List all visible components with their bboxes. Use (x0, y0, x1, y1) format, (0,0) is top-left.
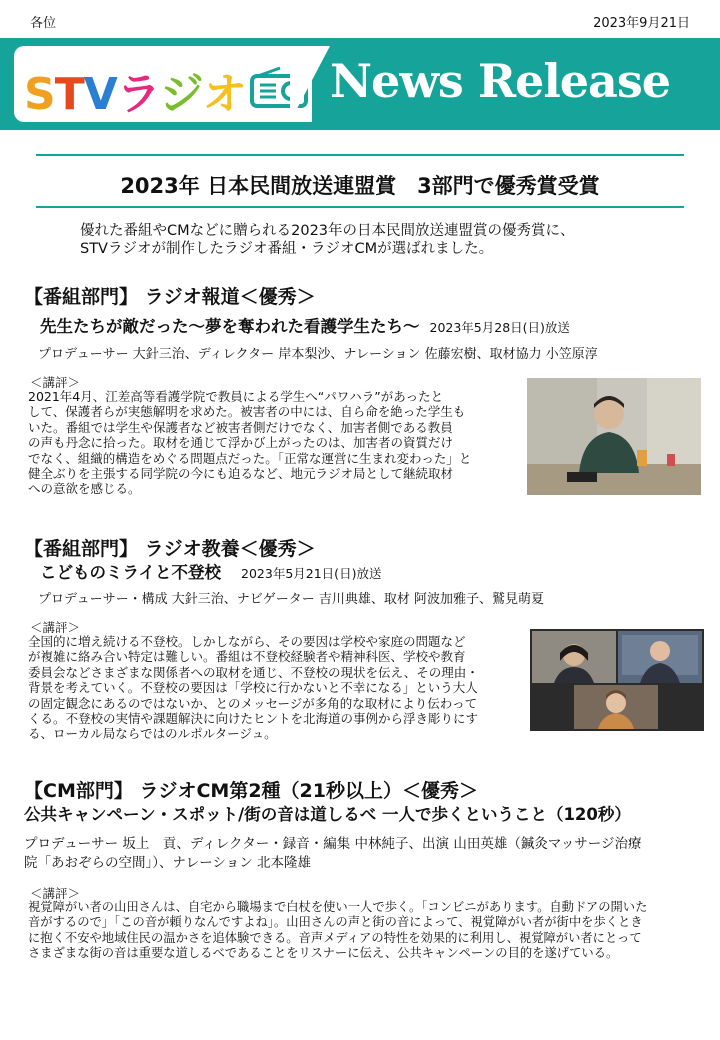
headline-rule-bottom (36, 206, 684, 208)
air-date: 2023年5月28日(日)放送 (429, 320, 570, 335)
header-banner (0, 38, 720, 130)
review-text-news: 2021年4月、江差高等看護学院で教員による学生へ“パワハラ”があったと して、保護者らが実態解明を求めた。被害者の中には、自ら命を絶った学生も いた。番組では学生や保護者など被害者側だけでなく、加害者側である教員 の声も丹念に拾った。取材を通じて浮かび上がったのは、加害者の資質だけ でなく、組織的構造をめぐる問題点だった。「正常な運営に生まれ変わった」と 健全ぶりを主張する同学院の今にも迫るなど、地元ラジオ局として継続取材 への意欲を感じる。 (28, 389, 472, 497)
credits-culture: プロデューサー・構成 大針三治、ナビゲーター 吉川典雄、取材 阿波加雅子、鷲見萌夏 (38, 592, 545, 607)
video-call-photo (530, 629, 704, 731)
studio-photo (527, 378, 701, 495)
air-date: 2023年5月21日(日)放送 (241, 566, 382, 581)
news-release-title: News Release (330, 54, 671, 108)
program-title-culture: こどものミライと不登校 2023年5月21日(日)放送 (40, 563, 382, 582)
headline-rule-top (36, 154, 684, 156)
review-text-culture: 全国的に増え続ける不登校。しかしながら、その要因は学校や家庭の問題など が複雑に絡み合い特定は難しい。番組は不登校経験者や精神科医、学校や教育 委員会などさまざまな関係者への取材を通じ、不登校の現状を伝え、その理由・ 背景を考えていく。不登校の要因は「学校に行かないと不幸になる」という大人 の固定観念にあるのではないか、とのメッセージが多角的な取材により伝わって くる。不登校の実情や課題解決に向けたヒントを北海道の事例から浮き彫りにす る、ローカル局ならではのルポルタージュ。 (28, 634, 479, 742)
program-title-news: 先生たちが敵だった～夢を奪われた看護学生たち～ 2023年5月28日(日)放送 (40, 317, 570, 336)
section-title-culture: 【番組部門】 ラジオ教養＜優秀＞ (24, 538, 316, 560)
section-title-news: 【番組部門】 ラジオ報道＜優秀＞ (24, 286, 316, 308)
review-label: ＜講評＞ (30, 375, 81, 390)
review-label: ＜講評＞ (30, 886, 81, 901)
review-label: ＜講評＞ (30, 620, 81, 635)
intro-text: 優れた番組やCMなどに贈られる2023年の日本民間放送連盟賞の優秀賞に、 STVラジオが制作したラジオ番組・ラジオCMが選ばれました。 (80, 223, 575, 257)
review-text-cm: 視覚障がい者の山田さんは、自宅から職場まで白杖を使い一人で歩く。「コンビニがあります。自動ドアの開いた 音がするので」「この音が頼りなんですよね」。山田さんの声と街の音によって、視覚障がい者が街中を歩くとき に抱く不安や地域住民の温かさを追体験できる。音声メディアの特性を効果的に利用し、視覚障がい者にとって さまざまな街の音は重要な道しるべであることをリスナーに伝え、公共キャンペーンの目的を遂げている。 (28, 900, 648, 961)
stv-radio-logo: STVラジオ (14, 46, 312, 122)
release-date: 2023年9月21日 (593, 16, 690, 31)
section-title-cm: 【CM部門】 ラジオCM第2種（21秒以上）＜優秀＞ (24, 780, 478, 802)
credits-cm: プロデューサー 坂上 貢、ディレクター・録音・編集 中林純子、出演 山田英雄（鍼灸マッサージ治療 院「あおぞらの空間」）、ナレーション 北本隆雄 (24, 836, 642, 871)
recipient-label: 各位 (30, 16, 57, 31)
headline: 2023年 日本民間放送連盟賞 3部門で優秀賞受賞 (120, 174, 600, 198)
credits-news: プロデューサー 大針三治、ディレクター 岸本梨沙、ナレーション 佐藤宏樹、取材協力 小笠原淳 (38, 347, 598, 362)
program-title-cm: 公共キャンペーン・スポット/街の音は道しるべ 一人で歩くということ（120秒） (24, 805, 631, 824)
